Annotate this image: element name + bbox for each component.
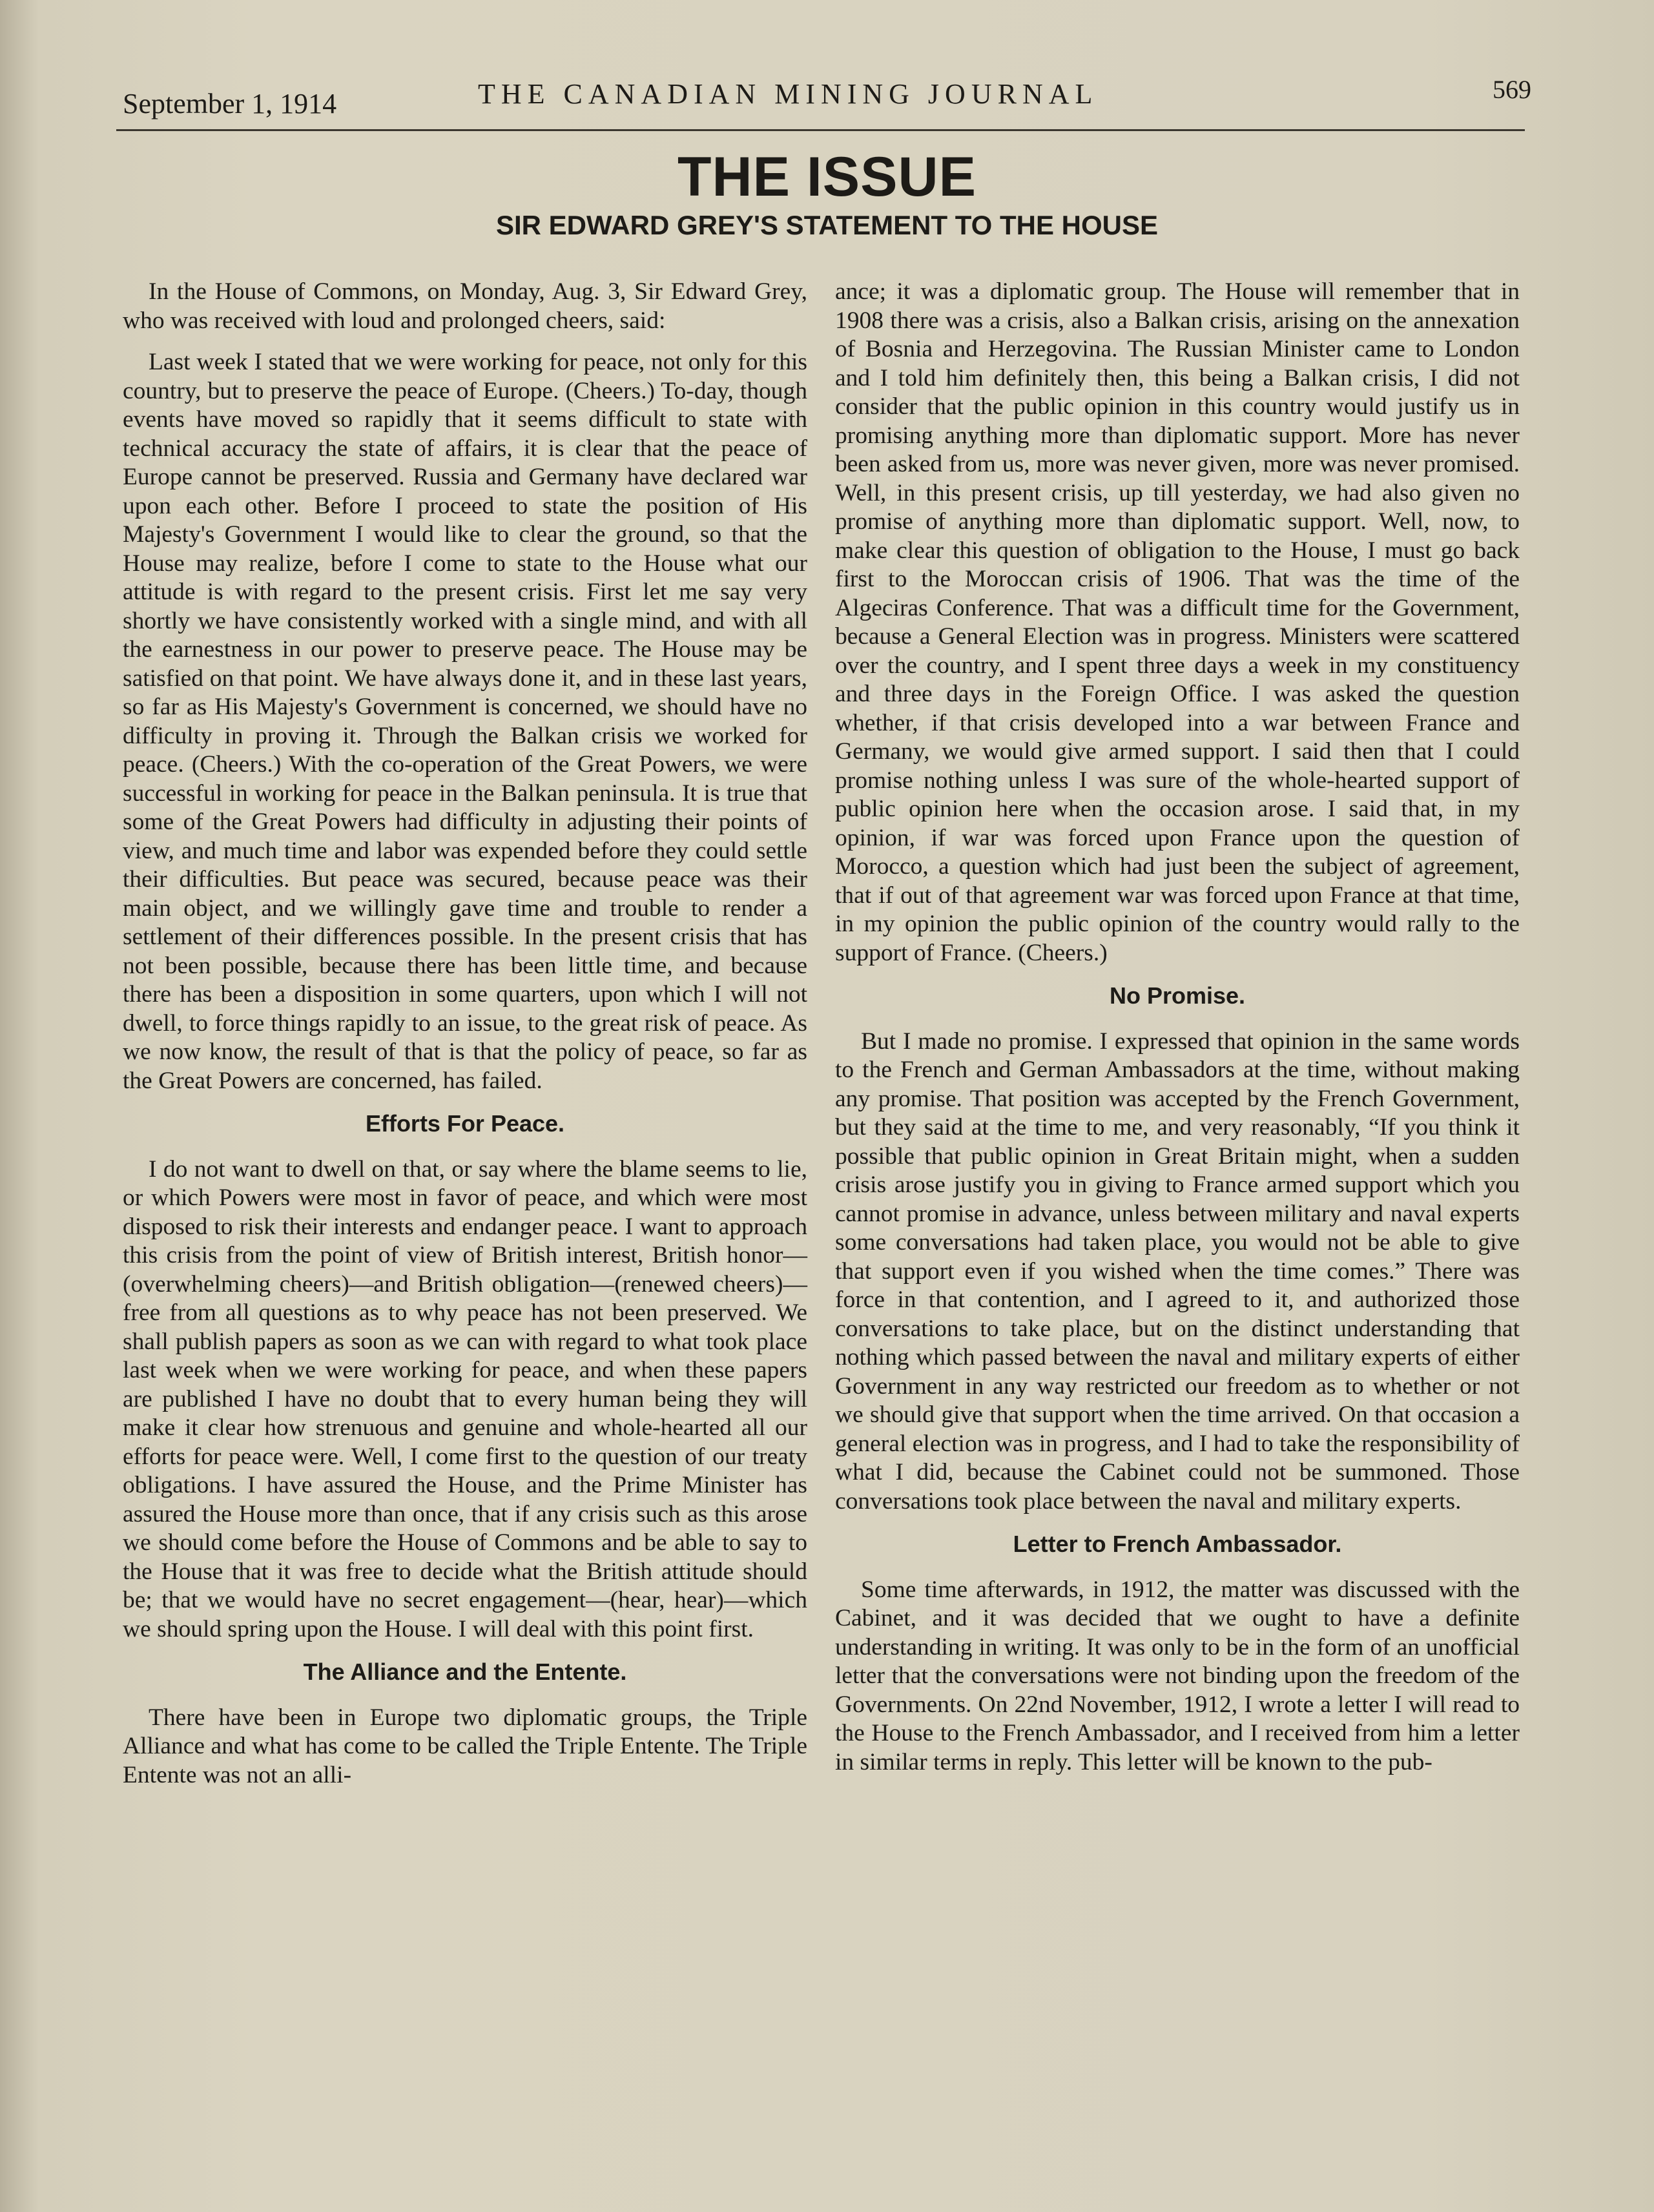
body-paragraph: I do not want to dwell on that, or say where the blame seems to lie, or which Powers were most in favor of peace, and which were most disposed to risk their interests and endanger peace. I want to approach this crisis from the point of view of British interest, British honor—(overwhelming cheers)—and British obligation—(renewed cheers)—free from all questions as to why peace has not been preserved. We shall publish papers as soon as we can with regard to what took place last week when we were working for peace, and when these papers are published I have no doubt that to every human being they will make it clear how strenuous and genuine and whole-hearted all our efforts for peace were. Well, I come first to the question of our treaty obligations. I have assured the House, and the Prime Minister has assured the House more than once, that if any crisis such as this arose we should come before the House of Commons and be able to say to the House that it was free to decide what the British attitude should be; that we would have no secret engagement—(hear, hear)—which we should spring upon the House. I will deal with this point first.: [123, 1155, 807, 1642]
journal-title: THE CANADIAN MINING JOURNAL: [478, 78, 1099, 110]
body-paragraph: Last week I stated that we were working for peace, not only for this country, but to preserve the peace of Europe. (Cheers.) To-day, though events have moved so rapidly that it seems difficult to state with technical accuracy the state of affairs, it is clear that the peace of Europe cannot be preserved. Russia and Germany have declared war upon each other. Before I proceed to state the position of His Majesty's Government I would like to clear the ground, so that the House may realize, before I come to state to the House what our attitude is with regard to the present crisis. First let me say very shortly we have consistently worked with a single mind, and with all the earnestness in our power to preserve peace. The House may be satisfied on that point. We have always done it, and in these last years, so far as His Majesty's Government is concerned, we should have no difficulty in proving it. Through the Balkan crisis we worked for peace. (Cheers.) With the co-operation of the Great Powers, we were successful in working for peace in the Balkan peninsula. It is true that some of the Great Powers had difficulty in adjusting their points of view, and much time and labor was expended before they could settle their difficulties. But peace was secured, because peace was their main object, and we willingly gave time and trouble to render a settlement of their differences possible. In the present crisis that has not been possible, because there has been little time, and because there has been a disposition in some quarters, upon which I will not dwell, to force things rapidly to an issue, to the great risk of peace. As we now know, the result of that is that the policy of peace, so far as the Great Powers are concerned, has failed.: [123, 349, 807, 1094]
body-paragraph: There have been in Europe two diplomatic groups, the Triple Alliance and what has come to be called the Triple Entente. The Triple Entente was not an alli-: [123, 1704, 807, 1788]
right-column: [835, 278, 1520, 1790]
section-heading: No Promise.: [1109, 982, 1246, 1009]
issue-date: September 1, 1914: [123, 88, 337, 119]
left-column: [123, 278, 807, 1803]
running-header: [116, 71, 1531, 131]
intro-paragraph: In the House of Commons, on Monday, Aug. 3, Sir Edward Grey, who was received with loud and prolonged cheers, said:: [123, 278, 807, 334]
body-paragraph: But I made no promise. I expressed that opinion in the same words to the French and German Ambassadors at the time, without making any promise. That position was accepted by the French Government, but they said at the time to me, and very reasonably, “If you think it possible that public opinion in Great Britain might, when a sudden crisis arose justify you in giving to France armed support which you cannot promise in advance, unless between military and naval experts some conversations had taken place, you would not be able to give that support even if you wished when the time comes.” There was force in that contention, and I agreed to it, and authorized those conversations to take place, but on the distinct understanding that nothing which passed between the naval and military experts of either Government in any way restricted our freedom as to whether or not we should give that support when the time arrived. On that occasion a general election was in progress, and I had to take the responsibility of what I did, because the Cabinet could not be summoned. Those conversations took place between the naval and military experts.: [835, 1028, 1520, 1514]
article-title: THE ISSUE: [677, 146, 977, 208]
body-paragraph: ance; it was a diplomatic group. The House will remember that in 1908 there was a crisis, also a Balkan crisis, arising on the annexation of Bosnia and Herzegovina. The Russian Minister came to London and I told him definitely then, this being a Balkan crisis, I did not consider that the public opinion in this country would justify us in promising anything more than diplomatic support. More has never been asked from us, more was never given, more was never promised. Well, in this present crisis, up till yesterday, we had also given no promise of anything more than diplomatic support. Well, now, to make clear this question of obligation to the House, I must go back first to the Moroccan crisis of 1906. That was the time of the Algeciras Conference. That was a difficult time for the Government, because a General Election was in progress. Ministers were scattered over the country, and I spent three days a week in my constituency and three days in the Foreign Office. I was asked the question whether, if that crisis developed into a war between France and Germany, we would give armed support. I said then that I could promise nothing unless I was sure of the whole-hearted support of public opinion here when the occasion arose. I said that, in my opinion, if war was forced upon France upon the question of Morocco, a question which had just been the subject of agreement, that if out of that agreement war was forced upon France at that time, in my opinion the public opinion of the country would rally to the support of France. (Cheers.): [835, 278, 1520, 966]
body-paragraph: Some time afterwards, in 1912, the matter was discussed with the Cabinet, and it was decided that we ought to have a definite understanding in writing. It was only to be in the form of an unofficial letter that the conversations were not binding upon the freedom of the Governments. On 22nd November, 1912, I wrote a letter I will read to the House to the French Ambassador, and I received from him a letter in similar terms in reply. This letter will be known to the pub-: [835, 1576, 1520, 1775]
article-subtitle: SIR EDWARD GREY'S STATEMENT TO THE HOUSE: [495, 210, 1159, 240]
section-heading: Efforts For Peace.: [365, 1110, 565, 1137]
section-heading: The Alliance and the Entente.: [303, 1659, 627, 1685]
page-number: 569: [1493, 75, 1531, 104]
section-heading: Letter to French Ambassador.: [1013, 1531, 1342, 1557]
